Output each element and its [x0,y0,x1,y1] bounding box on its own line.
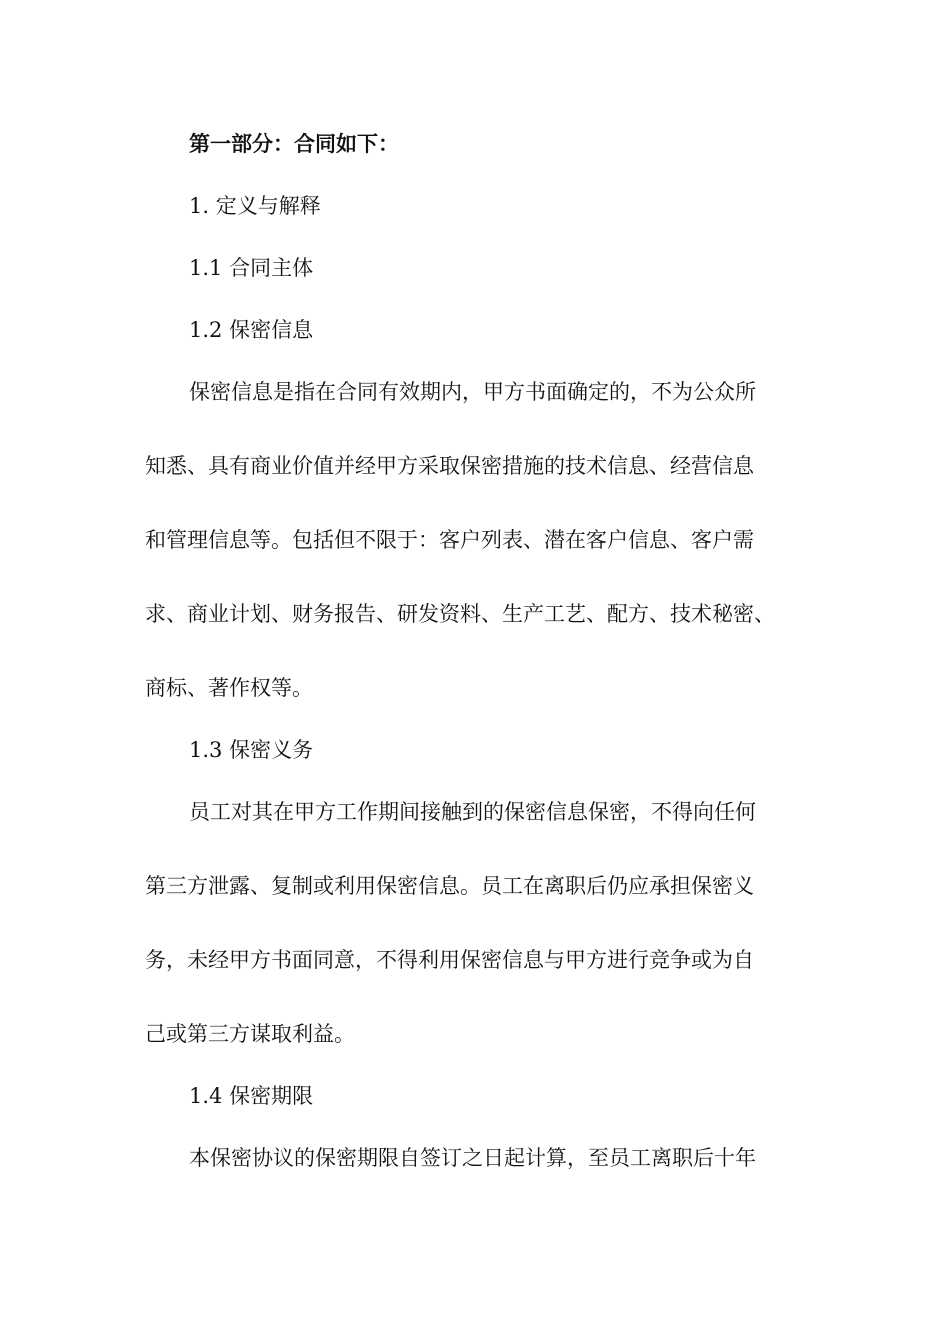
paragraph-line: 务，未经甲方书面同意，不得利用保密信息与甲方进行竞争或为自 [145,948,754,972]
paragraph-line: 商标、著作权等。 [145,676,313,700]
paragraph-1-4 [145,1142,825,1174]
paragraph-line: 和管理信息等。包括但不限于：客户列表、潜在客户信息、客户需 [145,528,754,552]
part-title: 第一部分：合同如下： [189,131,399,156]
paragraph-line: 本保密协议的保密期限自签订之日起计算，至员工离职后十年 [189,1146,756,1170]
paragraph-1-2 [145,376,825,704]
paragraph-1-3 [145,796,825,1050]
section-heading-1-1: 1.1 合同主体 [189,256,314,280]
paragraph-line: 员工对其在甲方工作期间接触到的保密信息保密，不得向任何 [189,800,756,824]
document-page [145,128,825,1174]
paragraph-line: 求、商业计划、财务报告、研发资料、生产工艺、配方、技术秘密、 [145,602,775,626]
section-heading-1-4: 1.4 保密期限 [189,1084,314,1108]
section-heading-1-2: 1.2 保密信息 [189,318,314,342]
section-heading-1: 1. 定义与解释 [189,194,321,218]
section-heading-1-3: 1.3 保密义务 [189,738,314,762]
paragraph-line: 第三方泄露、复制或利用保密信息。员工在离职后仍应承担保密义 [145,874,754,898]
paragraph-line: 知悉、具有商业价值并经甲方采取保密措施的技术信息、经营信息 [145,454,754,478]
paragraph-line: 保密信息是指在合同有效期内，甲方书面确定的，不为公众所 [189,380,756,404]
paragraph-line: 己或第三方谋取利益。 [145,1022,355,1046]
